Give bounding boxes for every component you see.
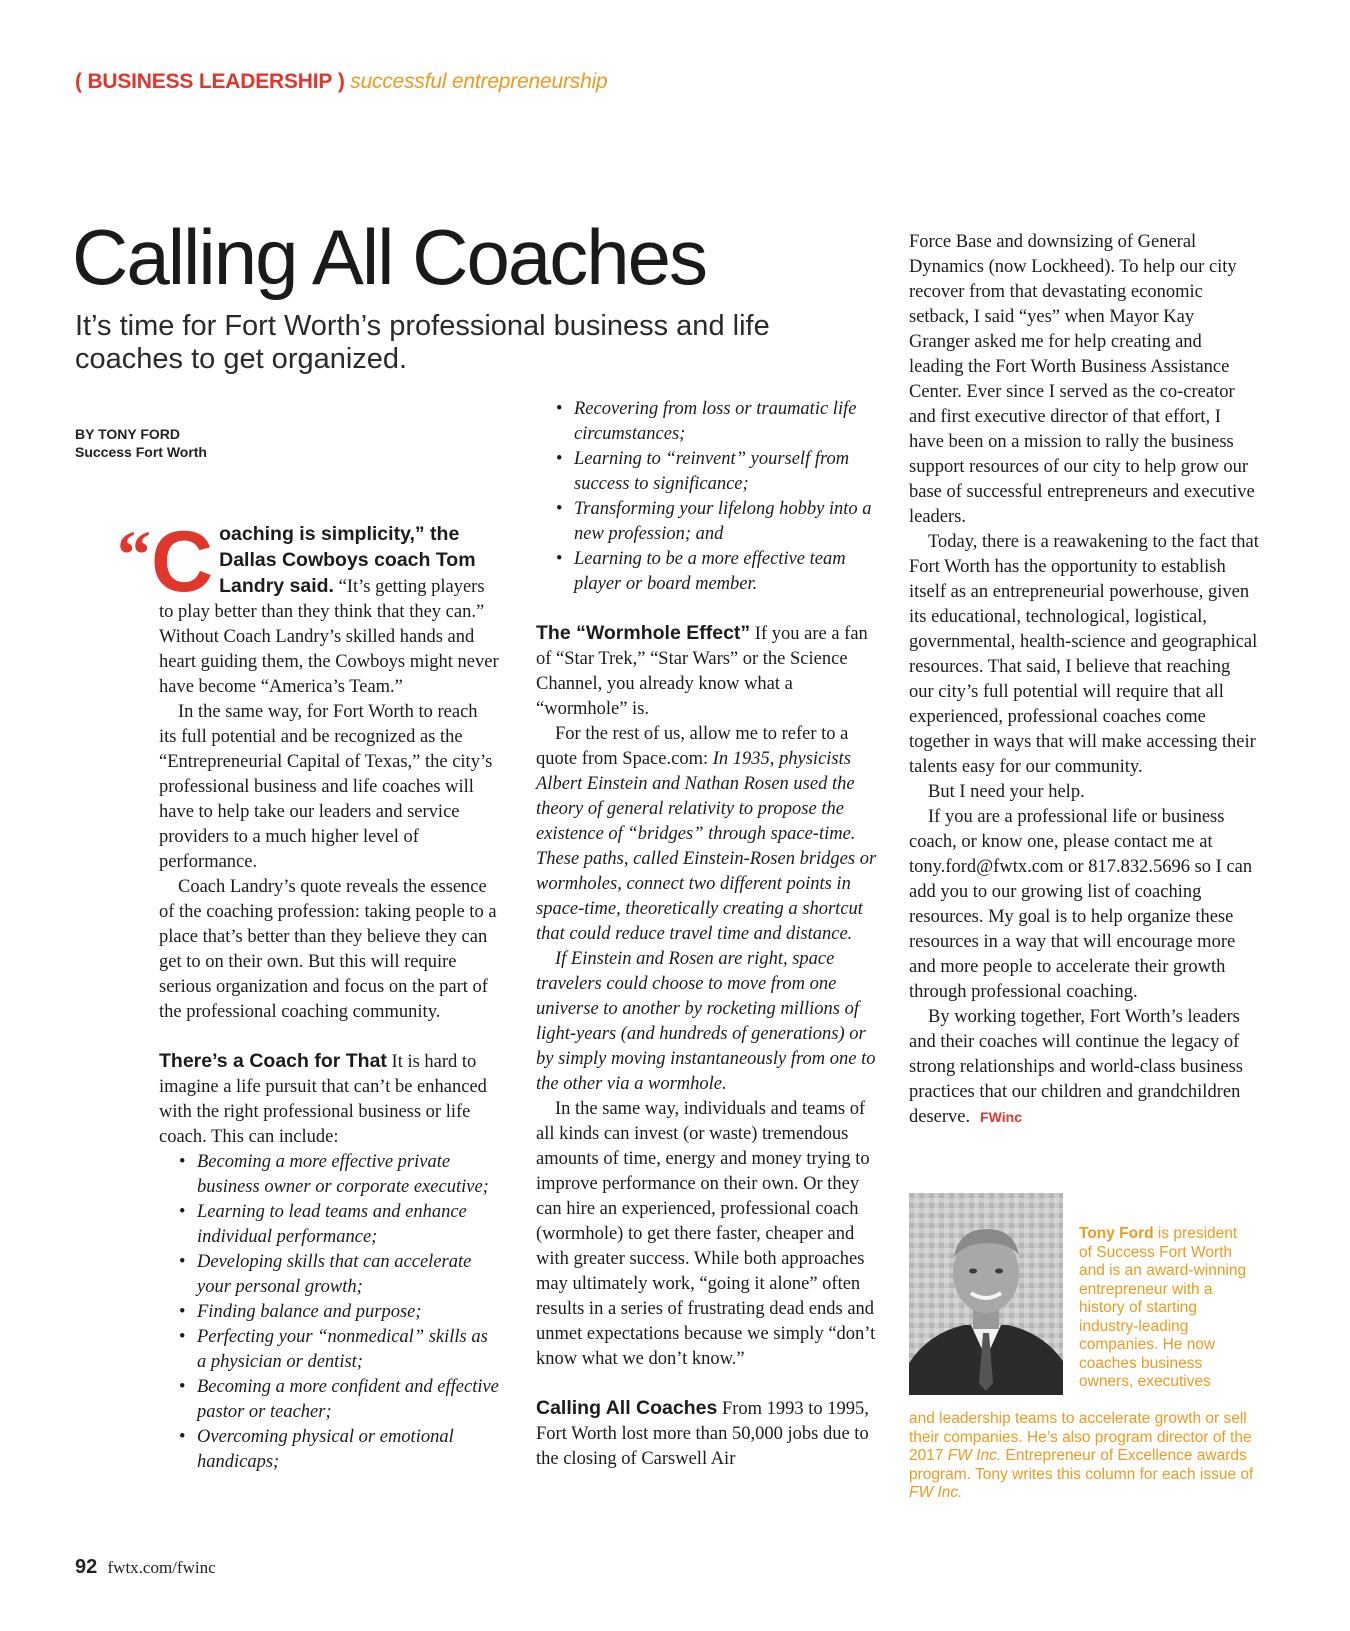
list-item: • Becoming a more confident and effective pastor or teacher; (197, 1375, 499, 1425)
list-item: • Learning to be a more effective team player or board member. (574, 547, 881, 597)
col1-paragraph-2: In the same way, for Fort Worth to reach its full potential and be recognized as the “Entrepreneurial Capital of Texas,” the city’s professional business and life coaches will have to help take our leaders and service providers to a much higher level of performance. (159, 702, 493, 872)
publication-name: FW Inc. (909, 1484, 963, 1501)
author-bio-bottom (909, 1410, 1259, 1503)
subhead-coach-for-that: There’s a Coach for That (159, 1050, 387, 1072)
byline (75, 425, 207, 461)
list-item: • Recovering from loss or traumatic life circumstances; (574, 397, 881, 447)
article-title: Calling All Coaches (72, 213, 707, 301)
subhead-calling-all-coaches: Calling All Coaches (536, 1397, 718, 1419)
column-3 (909, 230, 1259, 1130)
lead-bold-text: oaching is simplicity,” the Dallas Cowboys coach Tom Landry said. (219, 523, 476, 597)
column-2 (536, 397, 881, 1472)
author-bio-top (1079, 1225, 1249, 1392)
author-bio-text-3: Entrepreneur of Excellence awards program. Tony writes this column for each issue of (909, 1447, 1254, 1483)
section-category: BUSINESS LEADERSHIP (87, 70, 333, 93)
col3-paragraph-5-text: By working together, Fort Worth’s leaders and their coaches will continue the legacy of strong relationships and world-class business practices that our children and grandchildren deserve. (909, 1007, 1243, 1127)
list-item: • Developing skills that can accelerate your personal growth; (197, 1250, 499, 1300)
col3-paragraph-4: If you are a professional life or business coach, or know one, please contact me at tony.ford@fwtx.com or 817.832.5696 so I can add you to our growing list of coaching resources. My goal is to help organize these resources in a way that will encourage more and more people to accelerate their growth through professional coaching. (909, 807, 1253, 1002)
col3-paragraph-3: But I need your help. (928, 782, 1085, 802)
end-mark-logo: FWinc (980, 1109, 1022, 1125)
space-com-quote: In 1935, physicists Albert Einstein and Nathan Rosen used the theory of general relativity to propose the existence of “bridges” through space-time. These paths, called Einstein-Rosen bridges or wormholes, connect two different points in space-time, theoretically creating a shortcut that could reduce travel time and distance. (536, 749, 877, 944)
coaching-list-1 (159, 1150, 499, 1475)
section-paren-open: ( (75, 70, 82, 93)
publication-name: FW Inc. (947, 1447, 1002, 1464)
col1-paragraph-4 (159, 1049, 499, 1150)
author-name: Tony Ford (1079, 1225, 1154, 1242)
byline-organization: Success Fort Worth (75, 444, 207, 460)
page-number: 92 (75, 1556, 98, 1578)
footer-url: fwtx.com/fwinc (107, 1558, 216, 1577)
pull-quote-mark: “ (117, 516, 151, 592)
col2-paragraph-2 (536, 722, 881, 947)
byline-author: BY TONY FORD (75, 426, 181, 442)
page-footer (75, 1556, 216, 1579)
coaching-list-2 (536, 397, 881, 597)
col2-paragraph-5-text: From 1993 to 1995, Fort Worth lost more than 50,000 jobs due to the closing of Carswell Air (536, 1399, 869, 1469)
list-item: • Learning to “reinvent” yourself from success to significance; (574, 447, 881, 497)
col2-paragraph-4: In the same way, individuals and teams of all kinds can invest (or waste) tremendous amounts of time, energy and money trying to improve performance on their own. Or they can hire an experienced, professional coach (wormhole) to get there faster, cheaper and with greater success. While both approaches may ultimately work, “going it alone” often results in a series of frustrating dead ends and unmet expectations because we simply “don’t know what we don’t know.” (536, 1099, 876, 1369)
column-1 (117, 514, 499, 1475)
list-item: • Finding balance and purpose; (197, 1300, 499, 1325)
author-portrait-icon (909, 1193, 1063, 1395)
article-deck: It’s time for Fort Worth’s professional business and life coaches to get organized. (75, 310, 770, 375)
lead-text: “It’s getting players to play better than they think that they can.” Without Coach Landry’s skilled hands and heart guiding them, the Cowboys might never have become “America’s Team.” (159, 577, 499, 697)
section-tag (75, 70, 608, 94)
subhead-wormhole-effect: The “Wormhole Effect” (536, 622, 751, 644)
col2-paragraph-3 (536, 947, 881, 1097)
drop-cap: C (151, 514, 214, 610)
col3-paragraph-5 (909, 1005, 1259, 1130)
section-subcategory: successful entrepreneurship (350, 70, 608, 93)
col2-paragraph-5 (536, 1396, 881, 1472)
col2-paragraph-2-text: For the rest of us, allow me to refer to a quote from Space.com: (536, 724, 849, 769)
col2-paragraph-1 (536, 621, 881, 722)
lead-paragraph (117, 514, 499, 700)
col1-paragraph-4-text: It is hard to imagine a life pursuit that can’t be enhanced with the right professional business or life coach. This can include: (159, 1052, 487, 1147)
author-bio-text-2: and leadership teams to accelerate growth or sell their companies. He’s also program director of the 2017 (909, 1410, 1252, 1464)
list-item: • Transforming your lifelong hobby into a new profession; and (574, 497, 881, 547)
section-paren-close: ) (337, 70, 345, 93)
col2-paragraph-1-text: If you are a fan of “Star Trek,” “Star Wars” or the Science Channel, you already know what a “wormhole” is. (536, 624, 868, 719)
col3-paragraph-1: Force Base and downsizing of General Dynamics (now Lockheed). To help our city recover from that devastating economic setback, I said “yes” when Mayor Kay Granger asked me for help creating and leading the Fort Worth Business Assistance Center. Ever since I served as the co-creator and first executive director of that effort, I have been on a mission to rally the business support resources of our city to help grow our base of successful entrepreneurs and executive leaders. (909, 232, 1255, 527)
col3-paragraph-2: Today, there is a reawakening to the fact that Fort Worth has the opportunity to establish itself as an entrepreneurial powerhouse, given its educational, technological, logistical, governmental, health-science and geographical resources. That said, I believe that reaching our city’s full potential will require that all experienced, professional coaches come together in ways that will make accessing their talents easy for our community. (909, 532, 1259, 777)
list-item: • Overcoming physical or emotional handicaps; (197, 1425, 499, 1475)
author-photo (909, 1193, 1063, 1395)
list-item: • Becoming a more effective private business owner or corporate executive; (197, 1150, 499, 1200)
list-item: • Learning to lead teams and enhance individual performance; (197, 1200, 499, 1250)
space-com-quote-continued: If Einstein and Rosen are right, space travelers could choose to move from one universe to another by rocketing millions of light-years (and hundreds of generations) or by simply moving instantaneously from one to the other via a wormhole. (536, 949, 876, 1094)
col1-paragraph-3: Coach Landry’s quote reveals the essence of the coaching profession: taking people to a place that’s better than they believe they can get to on their own. But this will require serious organization and focus on the part of the professional coaching community. (159, 877, 497, 1022)
list-item: • Perfecting your “nonmedical” skills as a physician or dentist; (197, 1325, 499, 1375)
author-bio-text-1: is president of Success Fort Worth and is an award-winning entrepreneur with a history of starting industry-leading companies. He now coaches business owners, executives (1079, 1225, 1247, 1390)
